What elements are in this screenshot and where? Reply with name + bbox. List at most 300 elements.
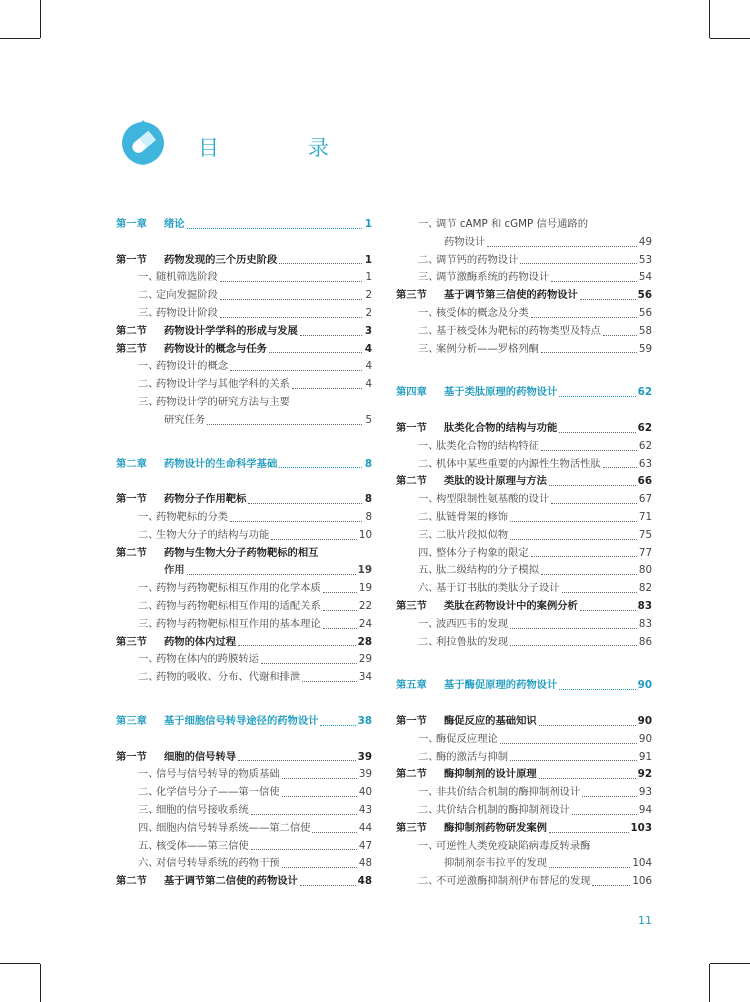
toc-item[interactable] [116,527,372,545]
entry-number: 一、 [418,306,439,319]
toc-chapter[interactable] [116,216,372,234]
entry-page: 38 [357,714,372,727]
toc-item[interactable] [396,527,652,545]
entry-page: 71 [638,510,652,523]
entry-page: 49 [638,235,652,248]
toc-section[interactable] [116,749,372,767]
entry-page: 67 [638,493,652,506]
entry-page: 106 [632,875,652,888]
toc-item[interactable] [396,509,652,527]
entry-number: 六、 [138,857,159,870]
toc-section[interactable] [116,341,372,359]
toc-item[interactable] [396,269,652,287]
dot-leader [539,716,636,726]
dot-leader [531,308,637,318]
dot-leader [220,308,362,318]
crop-mark [40,0,41,38]
dot-leader [207,415,362,425]
entry-title: 基于酶促原理的药物设计 [444,679,558,692]
entry-title: 基于类肽原理的药物设计 [444,386,558,399]
entry-number: 第一节 [116,493,147,506]
entry-number: 二、 [138,528,159,541]
dot-leader [230,361,362,371]
spacer [116,234,372,252]
dot-leader [279,458,362,468]
entry-number: 一、 [418,218,439,230]
toc-item[interactable] [396,749,652,767]
entry-number: 三、 [418,528,439,541]
toc-item[interactable] [116,287,372,305]
toc-section[interactable] [396,820,652,838]
entry-page: 48 [358,857,372,870]
entry-title: 非共价结合机制的酶抑制剂设计 [436,786,581,799]
entry-page: 62 [638,439,652,452]
entry-page: 82 [638,582,652,595]
entry-number: 一、 [418,493,439,506]
entry-number: 二、 [138,671,159,684]
entry-number: 二、 [418,253,439,266]
entry-title: 核受体的概念及分类 [436,306,529,319]
entry-page: 94 [638,803,652,816]
entry-title: 作用 [164,564,185,577]
page-number: 11 [638,914,652,927]
entry-title: 波西匹韦的发现 [436,617,509,630]
dot-leader [248,494,362,504]
entry-number: 二、 [418,324,439,337]
entry-title: 肽类化合物的结构特征 [436,439,539,452]
entry-title: 不可逆激酶抑制剂伊布替尼的发现 [436,875,591,888]
entry-number: 第三章 [116,714,147,727]
toc-item[interactable] [396,784,652,802]
entry-title: 类肽在药物设计中的案例分析 [444,599,578,612]
entry-title: 药物设计学的研究方法与主要 [156,395,290,408]
dot-leader [559,680,635,690]
entry-page: 62 [637,386,652,399]
entry-title: 抑制剂奈韦拉平的发现 [444,857,547,870]
toc-item[interactable] [396,305,652,323]
entry-title: 利拉鲁肽的发现 [436,635,509,648]
entry-title: 肽类化合物的结构与功能 [444,421,558,434]
entry-page: 19 [358,582,372,595]
entry-page: 8 [365,510,372,523]
entry-title: 细胞内信号转导系统——第二信使 [156,821,311,834]
entry-page: 93 [638,786,652,799]
dot-leader [187,565,356,575]
crop-mark [709,0,710,38]
dot-leader [302,672,357,682]
dot-leader [582,787,637,797]
toc-item[interactable] [396,580,652,598]
toc-item[interactable] [396,802,652,820]
entry-title: 基于细胞信号转导途径的药物设计 [164,714,319,727]
toc-column-right [396,216,652,891]
page-title: 目 录 [198,136,363,160]
entry-title: 细胞的信号转导 [164,750,237,763]
entry-number: 第一节 [116,253,147,266]
entry-title: 构型限制性氨基酸的设计 [436,493,550,506]
dot-leader [541,565,637,575]
dot-leader [531,547,637,557]
dot-leader [487,237,637,247]
toc-item[interactable] [116,784,372,802]
entry-number: 二、 [418,635,439,648]
toc-item[interactable] [396,323,652,341]
entry-title: 可逆性人类免疫缺陷病毒反转录酶 [436,839,591,852]
entry-title: 药物与药物靶标相互作用的化学本质 [156,582,321,595]
toc-section[interactable] [116,252,372,270]
entry-title: 案例分析——罗格列酮 [436,342,539,355]
dot-leader [562,583,637,593]
entry-page: 19 [357,564,372,577]
toc-item[interactable] [116,269,372,287]
entry-number: 第二节 [116,546,147,559]
entry-title: 药物与药物靶标相互作用的基本理论 [156,617,321,630]
entry-page: 24 [358,617,372,630]
dot-leader [323,601,357,611]
toc-item[interactable] [396,456,652,474]
toc-section[interactable] [116,323,372,341]
toc-item[interactable] [396,491,652,509]
entry-title: 酶抑制剂的设计原理 [444,768,537,781]
toc-item[interactable] [116,305,372,323]
dot-leader [220,272,362,282]
entry-title: 药物设计的概念与任务 [164,342,267,355]
dot-leader [238,751,356,761]
toc-item[interactable] [396,252,652,270]
dot-leader [559,423,635,433]
entry-title: 化学信号分子——第一信使 [156,786,280,799]
entry-page: 80 [638,564,652,577]
entry-number: 第三节 [116,342,147,355]
toc-section[interactable] [396,420,652,438]
entry-title: 基于订书肽的类肽分子设计 [436,582,560,595]
toc-item[interactable] [396,438,652,456]
entry-title: 研究任务 [164,413,206,426]
dot-leader [539,769,636,779]
entry-number: 第三节 [396,599,427,612]
toc-item[interactable] [396,341,652,359]
dot-leader [541,441,637,451]
dot-leader [510,636,637,646]
toc-item[interactable] [396,562,652,580]
crop-mark [40,964,41,1002]
entry-number: 三、 [138,803,159,816]
entry-page: 91 [638,750,652,763]
entry-page: 90 [637,714,652,727]
entry-number: 第二节 [396,475,427,488]
dot-leader [300,876,356,886]
dot-leader [592,841,642,850]
entry-number: 一、 [418,732,439,745]
dot-leader [549,858,630,868]
toc-chapter[interactable] [116,713,372,731]
toc-item-cont[interactable] [396,855,652,873]
toc-item[interactable] [116,509,372,527]
spacer [116,430,372,456]
dot-leader [549,823,629,833]
toc-item[interactable] [396,838,652,856]
entry-number: 一、 [138,271,159,284]
dot-leader [230,512,362,522]
entry-number: 第一节 [396,714,427,727]
dot-leader [323,619,357,629]
entry-title: 药物设计学学科的形成与发展 [164,324,298,337]
entry-number: 三、 [138,617,159,630]
entry-number: 二、 [418,457,439,470]
entry-title: 药物设计阶段 [156,306,218,319]
entry-title: 基于核受体为靶标的药物类型及特点 [436,324,601,337]
entry-page: 22 [358,599,372,612]
dot-leader [323,583,357,593]
toc-item[interactable] [396,545,652,563]
toc-item[interactable] [396,634,652,652]
entry-page: 34 [358,671,372,684]
entry-title: 定向发掘阶段 [156,289,218,302]
entry-page: 90 [637,679,652,692]
entry-number: 一、 [418,617,439,630]
toc-section[interactable] [396,287,652,305]
entry-number: 第三节 [396,289,427,302]
entry-number: 第一节 [396,421,427,434]
capsule-pill-icon [118,118,168,168]
dot-leader [500,734,637,744]
dot-leader [292,379,362,389]
entry-title: 药物靶标的分类 [156,510,229,523]
toc-section[interactable] [116,545,372,563]
toc-item[interactable] [116,820,372,838]
crop-mark [710,963,750,964]
toc-section[interactable] [396,473,652,491]
toc-item[interactable] [396,616,652,634]
toc-section[interactable] [116,634,372,652]
entry-number: 四、 [138,821,159,834]
entry-number: 二、 [418,750,439,763]
dot-leader [251,805,357,815]
entry-page: 39 [357,750,372,763]
entry-number: 第二章 [116,457,147,470]
entry-page: 83 [637,599,652,612]
dot-leader [520,254,637,264]
toc-section[interactable] [396,598,652,616]
entry-page: 53 [638,253,652,266]
entry-title: 酶抑制剂药物研发案例 [444,821,547,834]
entry-title: 机体中某些重要的内源性生物活性肽 [436,457,601,470]
dot-leader [292,397,362,406]
entry-title: 二肽片段拟似物 [436,528,509,541]
toc-item[interactable] [396,216,652,234]
spacer [396,695,652,713]
spacer [116,473,372,491]
entry-title: 对信号转导系统的药物干预 [156,857,280,870]
entry-title: 药物与生物大分子药物靶标的相互 [164,546,319,559]
crop-mark [0,963,40,964]
dot-leader [279,254,362,264]
entry-number: 第三节 [396,821,427,834]
toc-section[interactable] [116,491,372,509]
entry-title: 药物在体内的跨膜转运 [156,653,259,666]
dot-leader [603,326,637,336]
entry-title: 共价结合机制的酶抑制剂设计 [436,803,570,816]
toc-section-cont[interactable] [116,562,372,580]
entry-number: 四、 [418,546,439,559]
dot-leader [580,290,636,300]
dot-leader [220,290,362,300]
toc-item-cont[interactable] [396,234,652,252]
entry-number: 一、 [138,510,159,523]
dot-leader [251,840,357,850]
entry-page: 47 [358,839,372,852]
toc-item[interactable] [116,376,372,394]
toc-item[interactable] [116,802,372,820]
entry-number: 二、 [138,599,159,612]
entry-number: 三、 [418,271,439,284]
entry-title: 药物设计 [444,235,486,248]
entry-number: 三、 [138,306,159,319]
dot-leader [300,326,362,336]
entry-title: 基于调节第二信使的药物设计 [164,875,298,888]
entry-title: 酶促反应的基础知识 [444,714,537,727]
toc-item-cont[interactable] [116,412,372,430]
entry-page: 56 [637,289,652,302]
entry-number: 二、 [138,289,159,302]
entry-page: 40 [358,786,372,799]
entry-title: 基于调节第三信使的药物设计 [444,289,578,302]
entry-number: 第一章 [116,218,147,230]
spacer [396,358,652,384]
dot-leader [187,219,362,229]
entry-number: 五、 [138,839,159,852]
dot-leader [238,636,356,646]
entry-page: 58 [638,324,652,337]
entry-page: 66 [637,475,652,488]
dot-leader [572,805,637,815]
entry-page: 5 [365,413,372,426]
entry-number: 一、 [418,786,439,799]
entry-title: 核受体——第三信使 [156,839,249,852]
entry-title: 调节钙的药物设计 [436,253,519,266]
entry-page: 10 [358,528,372,541]
entry-title: 药物设计的生命科学基础 [164,457,278,470]
entry-page: 28 [357,635,372,648]
dot-leader [551,272,637,282]
entry-title: 药物设计学与其他学科的关系 [156,378,290,391]
entry-page: 103 [630,821,652,834]
toc-section[interactable] [396,713,652,731]
entry-title: 药物分子作用靶标 [164,493,247,506]
entry-number: 五、 [418,564,439,577]
entry-page: 8 [364,493,372,506]
entry-title: 类肽的设计原理与方法 [444,475,547,488]
entry-number: 第二节 [396,768,427,781]
toc-item[interactable] [116,358,372,376]
entry-page: 2 [365,306,372,319]
toc-item[interactable] [116,766,372,784]
entry-number: 二、 [418,875,439,888]
toc-item[interactable] [116,580,372,598]
toc-item[interactable] [116,838,372,856]
entry-title: 调节激酶系统的药物设计 [436,271,550,284]
toc-column-left [116,216,372,891]
entry-page: 63 [638,457,652,470]
toc-item[interactable] [396,873,652,891]
spacer [116,731,372,749]
dot-leader [510,619,637,629]
entry-number: 第二节 [116,324,147,337]
spacer [116,687,372,713]
toc-item[interactable] [116,394,372,412]
entry-page: 3 [364,324,372,337]
toc-chapter[interactable] [396,384,652,402]
entry-page: 29 [358,653,372,666]
toc-chapter[interactable] [116,456,372,474]
dot-leader [580,601,636,611]
toc-section[interactable] [396,766,652,784]
entry-number: 一、 [418,839,439,852]
dot-leader [541,343,637,353]
dot-leader [282,787,357,797]
toc-section[interactable] [116,873,372,891]
entry-title: 药物发现的三个历史阶段 [164,253,278,266]
entry-page: 86 [638,635,652,648]
entry-title: 药物的体内过程 [164,635,237,648]
entry-page: 44 [358,821,372,834]
entry-page: 2 [365,289,372,302]
entry-page: 90 [638,732,652,745]
dot-leader [282,769,357,779]
entry-page: 1 [365,271,372,284]
entry-title: 调节 cAMP 和 cGMP 信号通路的 [436,218,588,230]
toc-item[interactable] [116,616,372,634]
entry-page: 54 [638,271,652,284]
toc-item[interactable] [396,731,652,749]
entry-page: 56 [638,306,652,319]
entry-number: 第四章 [396,386,427,399]
dot-leader [269,343,362,353]
entry-number: 第一节 [116,750,147,763]
entry-number: 三、 [138,395,159,408]
entry-number: 二、 [418,510,439,523]
dot-leader [510,512,637,522]
entry-page: 62 [637,421,652,434]
crop-mark [0,38,40,39]
dot-leader [320,716,355,726]
toc-item[interactable] [116,651,372,669]
entry-title: 信号与信号转导的物质基础 [156,768,280,781]
toc-item[interactable] [116,855,372,873]
toc-item[interactable] [116,598,372,616]
entry-number: 第三节 [116,635,147,648]
entry-page: 4 [364,342,372,355]
toc-chapter[interactable] [396,677,652,695]
crop-mark [710,38,750,39]
entry-number: 一、 [138,582,159,595]
dot-leader [320,548,362,557]
entry-title: 药物的吸收、分布、代谢和排泄 [156,671,301,684]
entry-page: 4 [365,378,372,391]
dot-leader [549,476,636,486]
dot-leader [592,876,630,886]
entry-number: 二、 [138,378,159,391]
entry-title: 酶促反应理论 [436,732,498,745]
crop-mark [709,964,710,1002]
entry-title: 酶的激活与抑制 [436,750,509,763]
entry-title: 整体分子构象的限定 [436,546,529,559]
entry-number: 一、 [138,653,159,666]
toc-item[interactable] [116,669,372,687]
entry-title: 肽链骨架的修饰 [436,510,509,523]
dot-leader [551,494,637,504]
dot-leader [261,654,357,664]
